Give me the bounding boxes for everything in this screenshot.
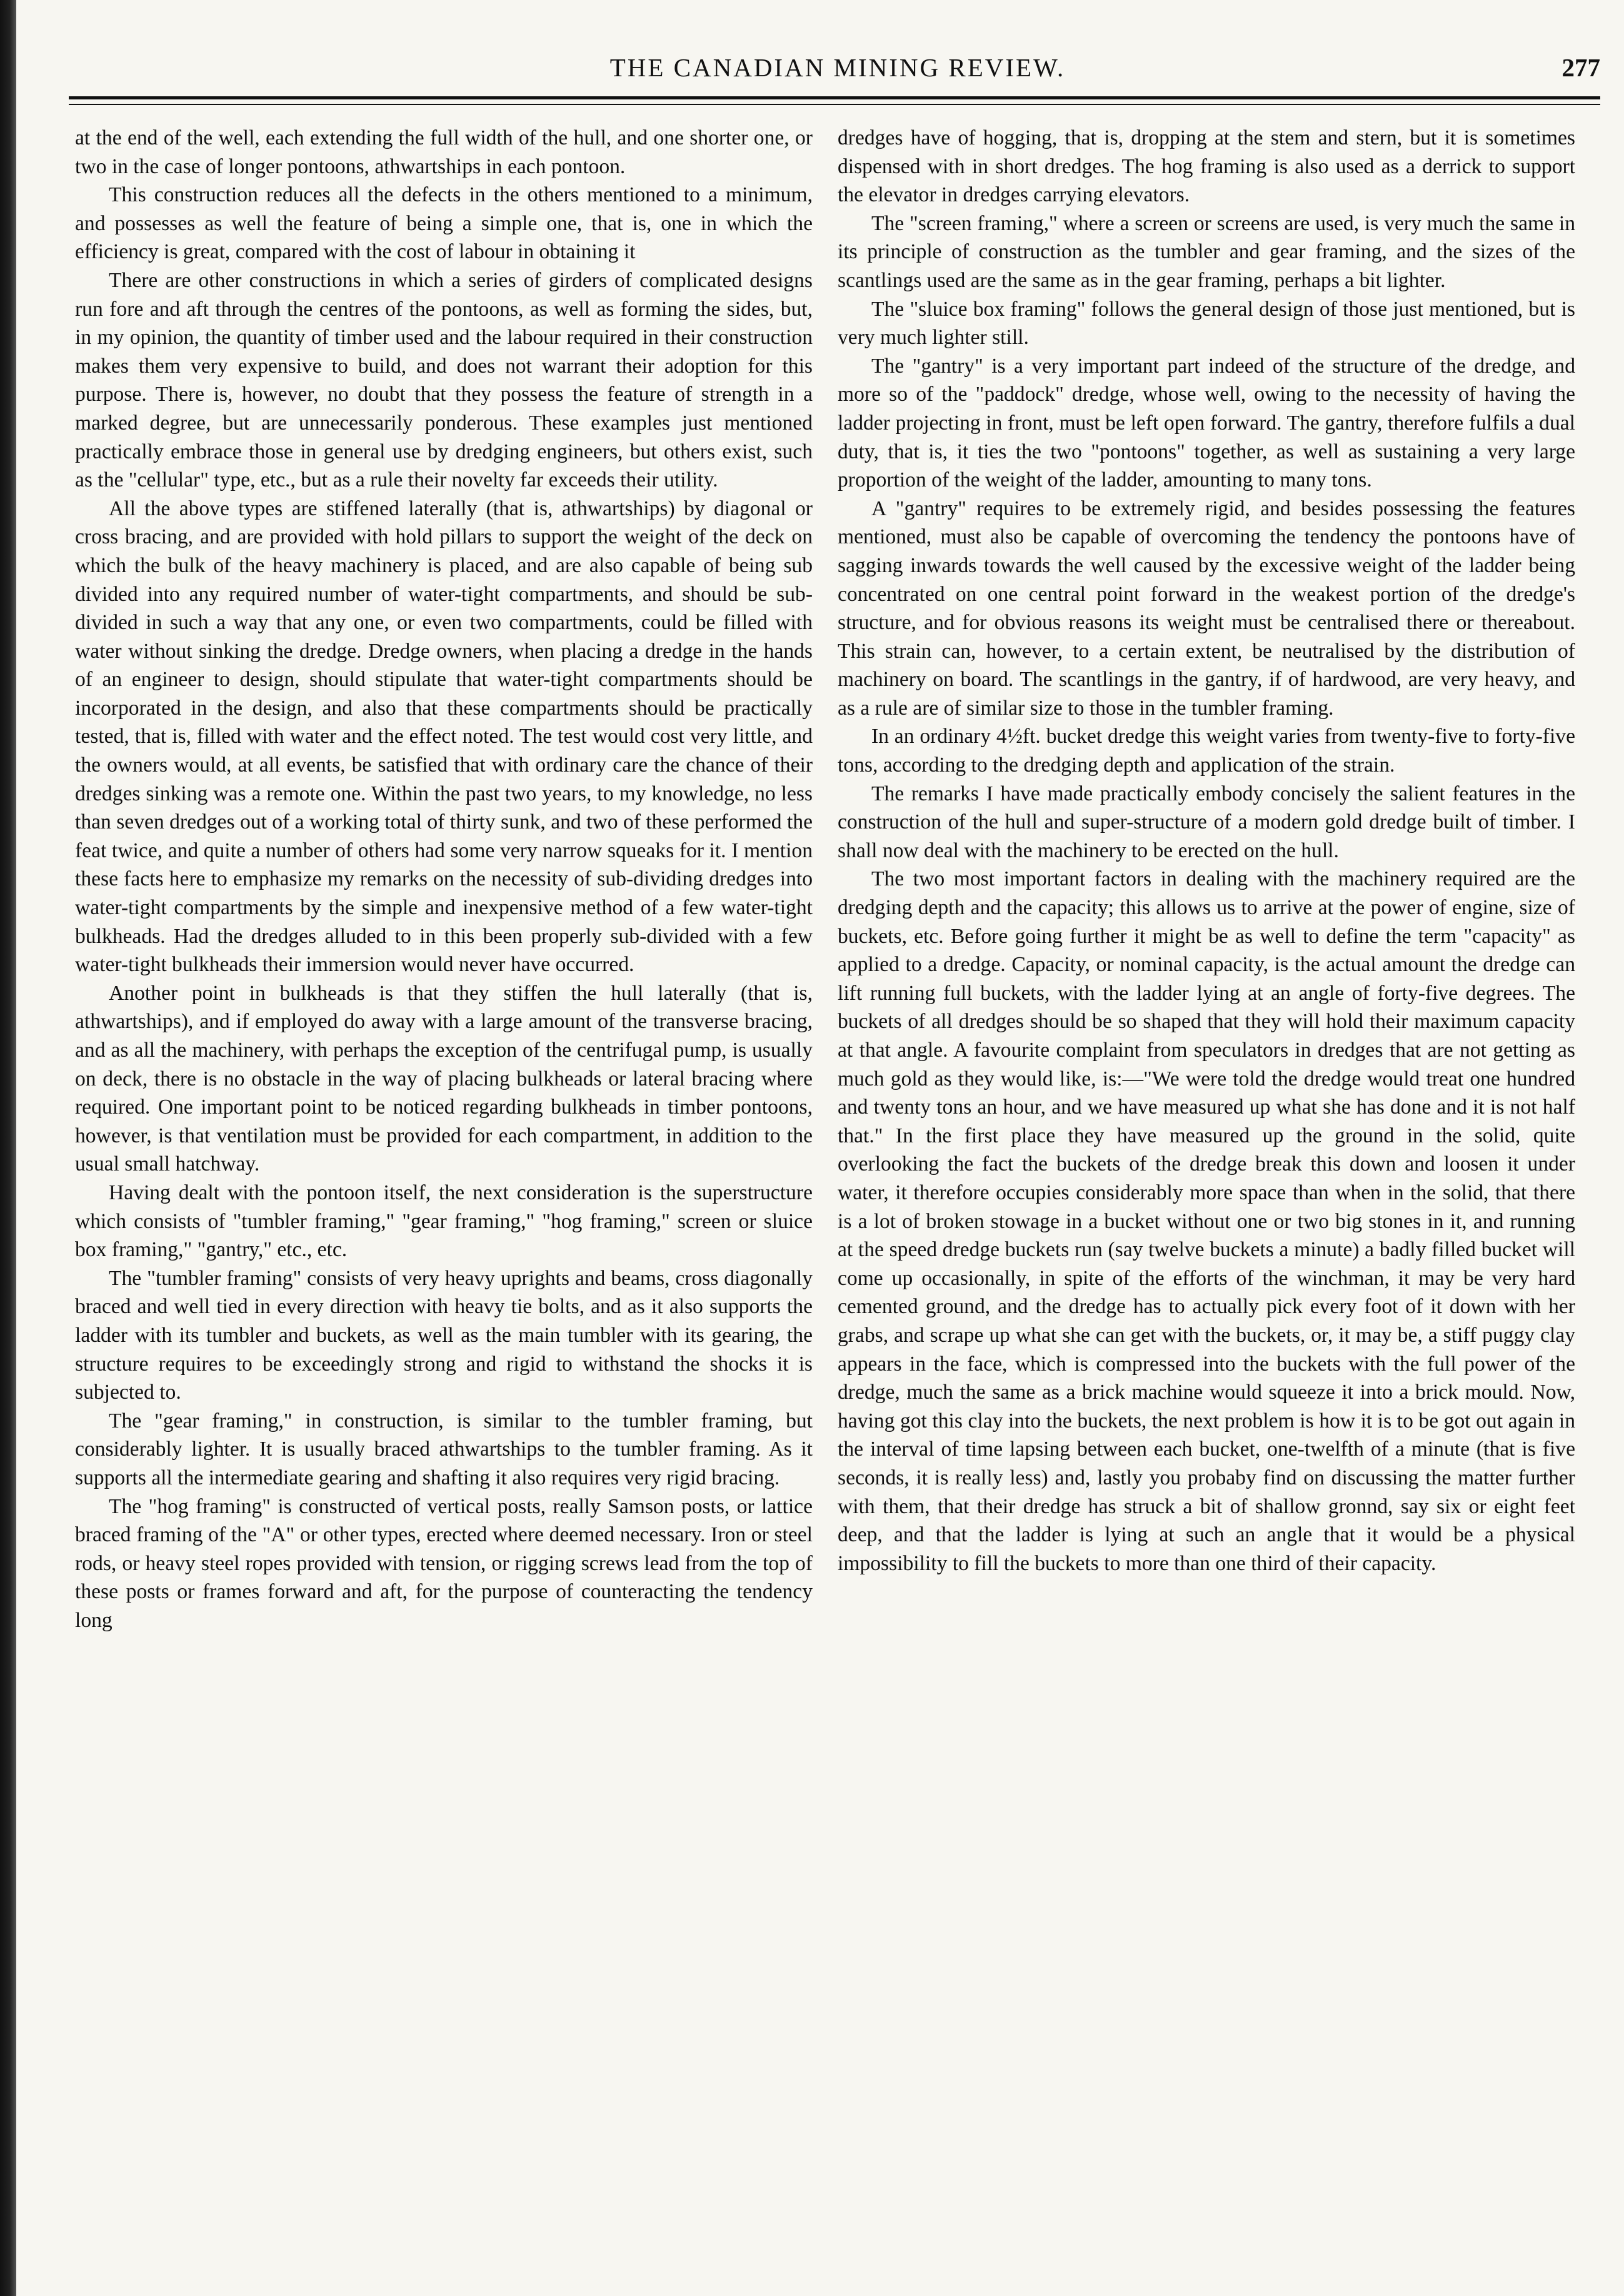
left-column: [75, 124, 813, 1634]
paragraph: The remarks I have made practically embody concisely the salient features in the construction of the hull and super-structure of a modern gold dredge built of timber. I shall now deal with the machinery to be erected on the hull.: [838, 782, 1575, 862]
paragraph: The "tumbler framing" consists of very heavy uprights and beams, cross diagonally braced and well tied in every direction with heavy tie bolts, and as it also supports the ladder with its tumbler and buckets, as well as the main tumbler with its gearing, the structure requires to be exceedingly strong and rigid to withstand the shocks it is subjected to.: [75, 1266, 813, 1404]
paragraph: The "gantry" is a very important part indeed of the structure of the dredge, and more so of the "paddock" dredge, whose well, owing to the necessity of having the ladder projecting in front, must be left open forward. The gantry, therefore fulfils a dual duty, that is, it ties the two "pontoons" together, as well as sustaining a very large proportion of the weight of the ladder, amounting to many tons.: [838, 354, 1575, 492]
paragraph: Another point in bulkheads is that they stiffen the hull laterally (that is, athwartships), and if employed do away with a large amount of the transverse bracing, and as all the machinery, with perhaps the exception of the centrifugal pump, is usually on deck, there is no obstacle in the way of placing bulkheads or lateral bracing where required. One important point to be noticed regarding bulkheads in timber pontoons, however, is that ventilation must be provided for each compartment, in addition to the usual small hatchway.: [75, 981, 813, 1176]
page-number: 277: [1561, 53, 1600, 82]
paragraph: The "hog framing" is constructed of vertical posts, really Samson posts, or lattice braced framing of the "A" or other types, erected where deemed necessary. Iron or steel rods, or heavy steel ropes provided with tension, or rigging screws lead from the top of these posts or frames forward and aft, for the purpose of counteracting the tendency long: [75, 1494, 813, 1632]
page-header: [75, 53, 1600, 96]
header-rule-thick: [69, 96, 1600, 99]
paragraph: The "gear framing," in construction, is similar to the tumbler framing, but considerably lighter. It is usually braced athwartships to the tumbler framing. As it supports all the intermediate gearing and shafting it also requires very rigid bracing.: [75, 1409, 813, 1489]
paragraph: Having dealt with the pontoon itself, the next consideration is the superstructure which consists of "tumbler framing," "gear framing," "hog framing," screen or sluice box framing," "gantry," etc., etc.: [75, 1181, 813, 1262]
paragraph: This construction reduces all the defects in the others mentioned to a minimum, and possesses as well the feature of being a simple one, that is, one in which the efficiency is great, compared with the cost of labour in obtaining it: [75, 183, 813, 264]
page-binding-edge: [0, 0, 16, 2296]
paragraph: The two most important factors in dealing with the machinery required are the dredging depth and the capacity; this allows us to arrive at the power of engine, size of buckets, etc. Before going further it might be as well to define the term "capacity" as applied to a dredge. Capacity, or nominal capacity, is the actual amount the dredge can lift running full buckets, with the ladder lying at an angle of forty-five degrees. The buckets of all dredges should be so shaped that they will hold their maximum capacity at that angle. A favourite complaint from speculators in dredges that are not getting as much gold as they would like, is:—"We were told the dredge would treat one hundred and twenty tons an hour, and we have measured up what she has done and it is not half that." In the first place they have measured up the ground in the solid, quite overlooking the fact the buckets of the dredge break this down and loosen it under water, it therefore occupies considerably more space than when in the solid, that there is a lot of broken stowage in a bucket without one or two big stones in it, and running at the speed dredge buckets run (say twelve buckets a minute) a badly filled bucket will come up occasionally, in spite of the efforts of the winchman, it may be very hard cemented ground, and the dredge has to actually pick every foot of it down with her grabs, and scrape up what she can get with the buckets, or, it may be, a stiff puggy clay appears in the face, which is compressed into the buckets with the full power of the dredge, much the same as a brick machine would squeeze it into a brick mould. Now, having got this clay into the buckets, the next problem is how it is to be got out again in the interval of time lapsing between each bucket, one-twelfth of a minute (that is five seconds, it is really less) and, lastly you probaby find on discussing the matter further with them, that their dredge has struck a bit of shallow gronnd, say six or eight feet deep, and that the ladder is lying at such an angle that it would be a physical impossibility to fill the buckets to more than one third of their capacity.: [838, 867, 1575, 1575]
paragraph: at the end of the well, each extending the full width of the hull, and one shorter one, or two in the case of longer pontoons, athwartships in each pontoon.: [75, 126, 813, 178]
paragraph: A "gantry" requires to be extremely rigid, and besides possessing the features mentioned, must also be capable of overcoming the tendency the pontoons have of sagging inwards towards the well caused by the excessive weight of the ladder being concentrated on one central point forward in the weakest portion of the dredge's structure, and for obvious reasons its weight must be centralised there or thereabout. This strain can, however, to a certain extent, be neutralised by the distribution of machinery on board. The scantlings in the gantry, if of hardwood, are very heavy, and as a rule are of similar size to those in the tumbler framing.: [838, 496, 1575, 720]
paragraph: All the above types are stiffened laterally (that is, athwartships) by diagonal or cross bracing, and are provided with hold pillars to support the weight of the deck on which the bulk of the heavy machinery is placed, and are also capable of being sub divided into any required number of water-tight compartments, and should be sub-divided in such a way that any one, or even two compartments, could be filled with water without sinking the dredge. Dredge owners, when placing a dredge in the hands of an engineer to design, should stipulate that water-tight compartments should be incorporated in the design, and also that these compartments should be practically tested, that is, filled with water and the effect noted. The test would cost very little, and the owners would, at all events, be satisfied that with ordinary care the chance of their dredges sinking was a remote one. Within the past two years, to my knowledge, no less than seven dredges out of a working total of thirty sunk, and two of these performed the feat twice, and quite a number of others had some very narrow squeaks for it. I mention these facts here to emphasize my remarks on the necessity of sub-dividing dredges into water-tight compartments by the simple and inexpensive method of a few water-tight bulkheads. Had the dredges alluded to in this been properly sub-divided with a few water-tight bulkheads their immersion would never have occurred.: [75, 496, 813, 977]
paragraph: The "screen framing," where a screen or screens are used, is very much the same in its principle of construction as the tumbler and gear framing, and the sizes of the scantlings used are the same as in the gear framing, perhaps a bit lighter.: [838, 211, 1575, 292]
running-title: THE CANADIAN MINING REVIEW.: [609, 53, 1066, 82]
paragraph: There are other constructions in which a series of girders of complicated designs run fore and aft through the centres of the pontoons, as well as forming the sides, but, in my opinion, the quantity of timber used and the labour required in their construction makes them very expensive to build, and does not warrant their adoption for this purpose. There is, however, no doubt that they possess the feature of strength in a marked degree, but are unnecessarily ponderous. These examples just mentioned practically embrace those in general use by dredging engineers, but others exist, such as the "cellular" type, etc., but as a rule their novelty far exceeds their utility.: [75, 268, 813, 492]
header-rule-thin: [69, 104, 1600, 105]
paragraph: dredges have of hogging, that is, dropping at the stem and stern, but it is sometimes dispensed with in short dredges. The hog framing is also used as a derrick to support the elevator in dredges carrying elevators.: [838, 126, 1575, 207]
right-column: [838, 124, 1575, 1578]
paragraph: The "sluice box framing" follows the general design of those just mentioned, but is very much lighter still.: [838, 297, 1575, 350]
paragraph: In an ordinary 4½ft. bucket dredge this weight varies from twenty-five to forty-five tons, according to the dredging depth and application of the strain.: [838, 725, 1575, 777]
